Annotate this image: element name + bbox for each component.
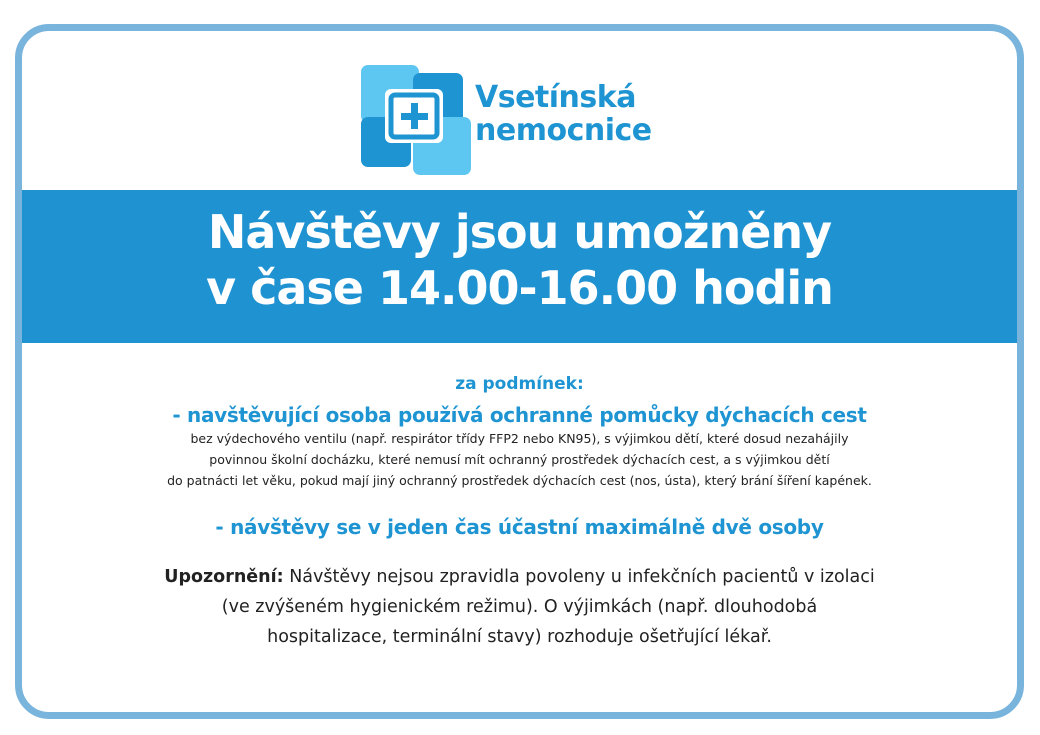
notice-text: Návštěvy nejsou zpravidla povoleny u infekčních pacientů v izolaci (283, 567, 875, 587)
headline-banner (22, 190, 1017, 343)
headline-line-2: v čase 14.00-16.00 hodin (206, 261, 833, 315)
hospital-cross-icon (361, 65, 473, 177)
notice-line-1 (22, 562, 1017, 592)
condition-1-detail (22, 428, 1017, 491)
headline-line-1: Návštěvy jsou umožněny (207, 205, 832, 259)
hospital-logo (361, 65, 681, 177)
condition-1-heading: - navštěvující osoba používá ochranné pomůcky dýchacích cest (172, 403, 867, 427)
logo-line-1: Vsetínská (475, 80, 636, 115)
notice-line-3: hospitalizace, terminální stavy) rozhoduje ošetřující lékař. (267, 627, 772, 647)
logo-line-2: nemocnice (475, 113, 652, 148)
conditions-title: za podmínek: (455, 374, 584, 394)
logo-wordmark (475, 81, 652, 147)
notice-paragraph (22, 562, 1017, 652)
notice-line-2: (ve zvýšeném hygienickém režimu). O výjimkách (např. dlouhodobá (221, 597, 818, 617)
condition-1-detail-line: do patnácti let věku, pokud mají jiný ochranný prostředek dýchacích cest (nos, ústa), který brání šíření kapének. (167, 473, 872, 488)
condition-2-heading: - návštěvy se v jeden čas účastní maximálně dvě osoby (215, 515, 824, 539)
conditions-section (22, 373, 1017, 652)
condition-1-detail-line: povinnou školní docházku, které nemusí mít ochranný prostředek dýchacích cest, a s výjimkou dětí (209, 452, 830, 467)
notice-frame (15, 24, 1024, 719)
condition-1-detail-line: bez výdechového ventilu (např. respirátor třídy FFP2 nebo KN95), s výjimkou dětí, které dosud nezahájily (190, 431, 849, 446)
notice-label: Upozornění: (164, 567, 284, 587)
